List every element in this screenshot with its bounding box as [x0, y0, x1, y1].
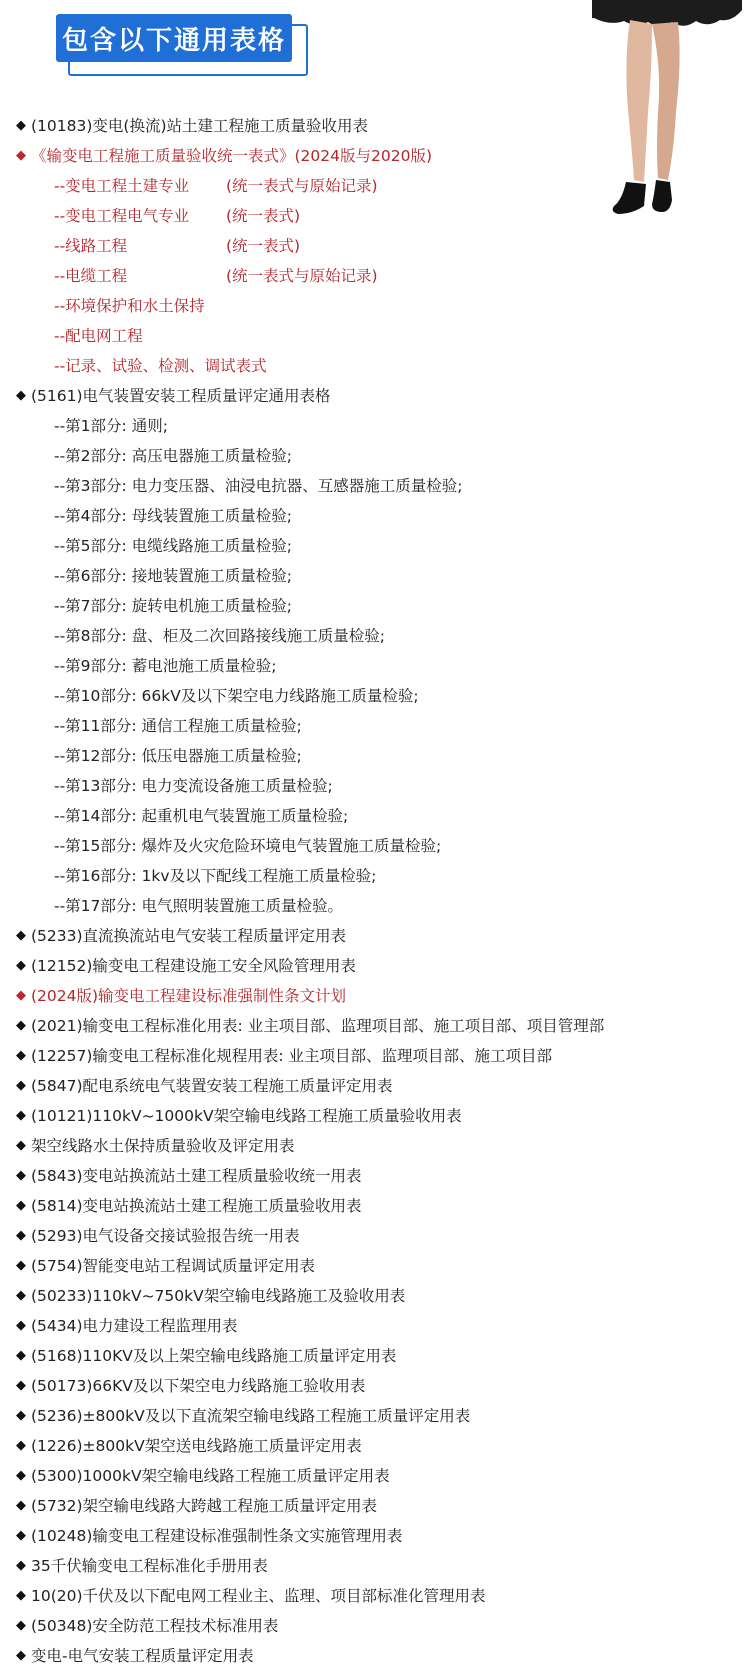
list-item — [16, 1371, 736, 1401]
list-subitem — [16, 351, 736, 381]
list-item — [16, 1071, 736, 1101]
list-item-text: --第4部分: 母线装置施工质量检验; — [54, 507, 292, 525]
list-item-text: (50173)66KV及以下架空电力线路施工验收用表 — [31, 1377, 366, 1395]
list-item — [16, 1491, 736, 1521]
list-item — [16, 141, 736, 171]
list-item-text: (5434)电力建设工程监理用表 — [31, 1317, 238, 1335]
diamond-bullet-icon: ◆ — [16, 958, 26, 973]
list-item-text: (5161)电气装置安装工程质量评定通用表格 — [31, 387, 331, 405]
list-item-text: --第17部分: 电气照明装置施工质量检验。 — [54, 897, 344, 915]
list-item-text: (5732)架空输电线路大跨越工程施工质量评定用表 — [31, 1497, 378, 1515]
list-item-text: (5814)变电站换流站土建工程施工质量验收用表 — [31, 1197, 362, 1215]
list-item-text: (10121)110kV~1000kV架空输电线路工程施工质量验收用表 — [31, 1107, 462, 1125]
list-item — [16, 1641, 736, 1671]
list-subitem — [16, 831, 736, 861]
diamond-bullet-icon: ◆ — [16, 1198, 26, 1213]
section-title: 包含以下通用表格 — [56, 14, 292, 62]
list-subitem — [16, 771, 736, 801]
list-subitem — [16, 681, 736, 711]
list-subitem — [16, 201, 736, 231]
diamond-bullet-icon: ◆ — [16, 118, 26, 133]
list-subitem — [16, 441, 736, 471]
list-subitem — [16, 471, 736, 501]
list-item — [16, 1011, 736, 1041]
list-subitem — [16, 891, 736, 921]
list-item — [16, 1221, 736, 1251]
list-item-text: (2021)输变电工程标准化用表: 业主项目部、监理项目部、施工项目部、项目管理部 — [31, 1017, 605, 1035]
list-item-text: (5300)1000kV架空输电线路工程施工质量评定用表 — [31, 1467, 390, 1485]
list-subitem — [16, 411, 736, 441]
diamond-bullet-icon: ◆ — [16, 1348, 26, 1363]
list-subitem — [16, 801, 736, 831]
list-item-text: --第9部分: 蓄电池施工质量检验; — [54, 657, 277, 675]
list-item-text: --第13部分: 电力变流设备施工质量检验; — [54, 777, 333, 795]
list-item-note: (统一表式) — [226, 207, 301, 225]
list-item-text: --第16部分: 1kv及以下配线工程施工质量检验; — [54, 867, 377, 885]
list-item-text: --第15部分: 爆炸及火灾危险环境电气装置施工质量检验; — [54, 837, 442, 855]
list-item — [16, 1461, 736, 1491]
list-item-text: (12152)输变电工程建设施工安全风险管理用表 — [31, 957, 356, 975]
list-item-text: (12257)输变电工程标准化规程用表: 业主项目部、监理项目部、施工项目部 — [31, 1047, 553, 1065]
list-subitem — [16, 711, 736, 741]
diamond-bullet-icon: ◆ — [16, 1558, 26, 1573]
list-item-text: (10183)变电(换流)站土建工程施工质量验收用表 — [31, 117, 368, 135]
list-item-text: --第2部分: 高压电器施工质量检验; — [54, 447, 292, 465]
list-subitem — [16, 261, 736, 291]
diamond-bullet-icon: ◆ — [16, 1018, 26, 1033]
list-item-text: --第10部分: 66kV及以下架空电力线路施工质量检验; — [54, 687, 419, 705]
list-item-text: (5847)配电系统电气装置安装工程施工质量评定用表 — [31, 1077, 393, 1095]
diamond-bullet-icon: ◆ — [16, 1288, 26, 1303]
list-item — [16, 111, 736, 141]
list-item-text: (50233)110kV~750kV架空输电线路施工及验收用表 — [31, 1287, 406, 1305]
list-item-text: --第1部分: 通则; — [54, 417, 168, 435]
list-item — [16, 1431, 736, 1461]
list-item-text: --第12部分: 低压电器施工质量检验; — [54, 747, 302, 765]
list-subitem — [16, 621, 736, 651]
list-item — [16, 1521, 736, 1551]
list-item-text: (50348)安全防范工程技术标准用表 — [31, 1617, 279, 1635]
list-item-text: --第6部分: 接地装置施工质量检验; — [54, 567, 292, 585]
diamond-bullet-icon: ◆ — [16, 1138, 26, 1153]
list-item — [16, 1581, 736, 1611]
list-item-text: 架空线路水土保持质量验收及评定用表 — [31, 1137, 295, 1155]
list-item-text: --变电工程电气专业 — [54, 207, 190, 225]
list-item-text: (2024版)输变电工程建设标准强制性条文计划 — [31, 987, 347, 1005]
list-subitem — [16, 591, 736, 621]
list-item-text: 10(20)千伏及以下配电网工程业主、监理、项目部标准化管理用表 — [31, 1587, 486, 1605]
diamond-bullet-icon: ◆ — [16, 1228, 26, 1243]
list-item-text: --第14部分: 起重机电气装置施工质量检验; — [54, 807, 349, 825]
list-item-text: --环境保护和水土保持 — [54, 297, 205, 315]
list-subitem — [16, 531, 736, 561]
list-item-text: (5293)电气设备交接试验报告统一用表 — [31, 1227, 300, 1245]
list-item-text: (10248)输变电工程建设标准强制性条文实施管理用表 — [31, 1527, 403, 1545]
diamond-bullet-icon: ◆ — [16, 1108, 26, 1123]
list-item-text: (1226)±800kV架空送电线路施工质量评定用表 — [31, 1437, 362, 1455]
list-item — [16, 1341, 736, 1371]
list-item — [16, 1161, 736, 1191]
list-item — [16, 1401, 736, 1431]
list-item-text: --第8部分: 盘、柜及二次回路接线施工质量检验; — [54, 627, 385, 645]
diamond-bullet-icon: ◆ — [16, 928, 26, 943]
list-item-text: --配电网工程 — [54, 327, 143, 345]
list-subitem — [16, 651, 736, 681]
list-item-text: --记录、试验、检测、调试表式 — [54, 357, 267, 375]
list-subitem — [16, 171, 736, 201]
diamond-bullet-icon: ◆ — [16, 1408, 26, 1423]
diamond-bullet-icon: ◆ — [16, 1498, 26, 1513]
list-item-text: (5236)±800kV及以下直流架空输电线路工程施工质量评定用表 — [31, 1407, 471, 1425]
list-item-note: (统一表式与原始记录) — [226, 267, 378, 285]
section-title-badge — [56, 14, 306, 74]
diamond-bullet-icon: ◆ — [16, 1168, 26, 1183]
list-item — [16, 1611, 736, 1641]
list-item — [16, 1251, 736, 1281]
list-subitem — [16, 231, 736, 261]
list-subitem — [16, 501, 736, 531]
list-item — [16, 1041, 736, 1071]
list-item-text: 《输变电工程施工质量验收统一表式》(2024版与2020版) — [31, 147, 432, 165]
diamond-bullet-icon: ◆ — [16, 1618, 26, 1633]
list-item-text: --第11部分: 通信工程施工质量检验; — [54, 717, 302, 735]
diamond-bullet-icon: ◆ — [16, 988, 26, 1003]
diamond-bullet-icon: ◆ — [16, 1648, 26, 1663]
list-item — [16, 921, 736, 951]
list-item-text: --第3部分: 电力变压器、油浸电抗器、互感器施工质量检验; — [54, 477, 463, 495]
diamond-bullet-icon: ◆ — [16, 1048, 26, 1063]
diamond-bullet-icon: ◆ — [16, 1258, 26, 1273]
list-item-text: (5843)变电站换流站土建工程质量验收统一用表 — [31, 1167, 362, 1185]
diamond-bullet-icon: ◆ — [16, 1468, 26, 1483]
diamond-bullet-icon: ◆ — [16, 1528, 26, 1543]
list-item — [16, 1311, 736, 1341]
list-item — [16, 1551, 736, 1581]
list-item-text: --第7部分: 旋转电机施工质量检验; — [54, 597, 292, 615]
list-item-text: 变电-电气安装工程质量评定用表 — [31, 1647, 254, 1665]
list-subitem — [16, 741, 736, 771]
list-item — [16, 981, 736, 1011]
list-item-note: (统一表式) — [226, 237, 301, 255]
list-item-text: --第5部分: 电缆线路施工质量检验; — [54, 537, 292, 555]
list-item-text: --线路工程 — [54, 237, 128, 255]
list-subitem — [16, 291, 736, 321]
diamond-bullet-icon: ◆ — [16, 1378, 26, 1393]
diamond-bullet-icon: ◆ — [16, 388, 26, 403]
list-item-text: 35千伏输变电工程标准化手册用表 — [31, 1557, 268, 1575]
diamond-bullet-icon: ◆ — [16, 1588, 26, 1603]
list-subitem — [16, 321, 736, 351]
list-item — [16, 381, 736, 411]
list-item-text: (5168)110KV及以上架空输电线路施工质量评定用表 — [31, 1347, 397, 1365]
list-item-text: --电缆工程 — [54, 267, 128, 285]
list-subitem — [16, 861, 736, 891]
skirt-hem — [592, 0, 742, 26]
list-item — [16, 1191, 736, 1221]
diamond-bullet-icon: ◆ — [16, 1438, 26, 1453]
table-list — [16, 111, 736, 1671]
diamond-bullet-icon: ◆ — [16, 1318, 26, 1333]
diamond-bullet-icon: ◆ — [16, 148, 26, 163]
list-item — [16, 1101, 736, 1131]
list-item — [16, 1131, 736, 1161]
diamond-bullet-icon: ◆ — [16, 1078, 26, 1093]
list-item — [16, 1281, 736, 1311]
list-item-note: (统一表式与原始记录) — [226, 177, 378, 195]
list-item-text: (5233)直流换流站电气安装工程质量评定用表 — [31, 927, 347, 945]
list-item-text: --变电工程土建专业 — [54, 177, 190, 195]
list-item-text: (5754)智能变电站工程调试质量评定用表 — [31, 1257, 316, 1275]
list-item — [16, 951, 736, 981]
list-subitem — [16, 561, 736, 591]
